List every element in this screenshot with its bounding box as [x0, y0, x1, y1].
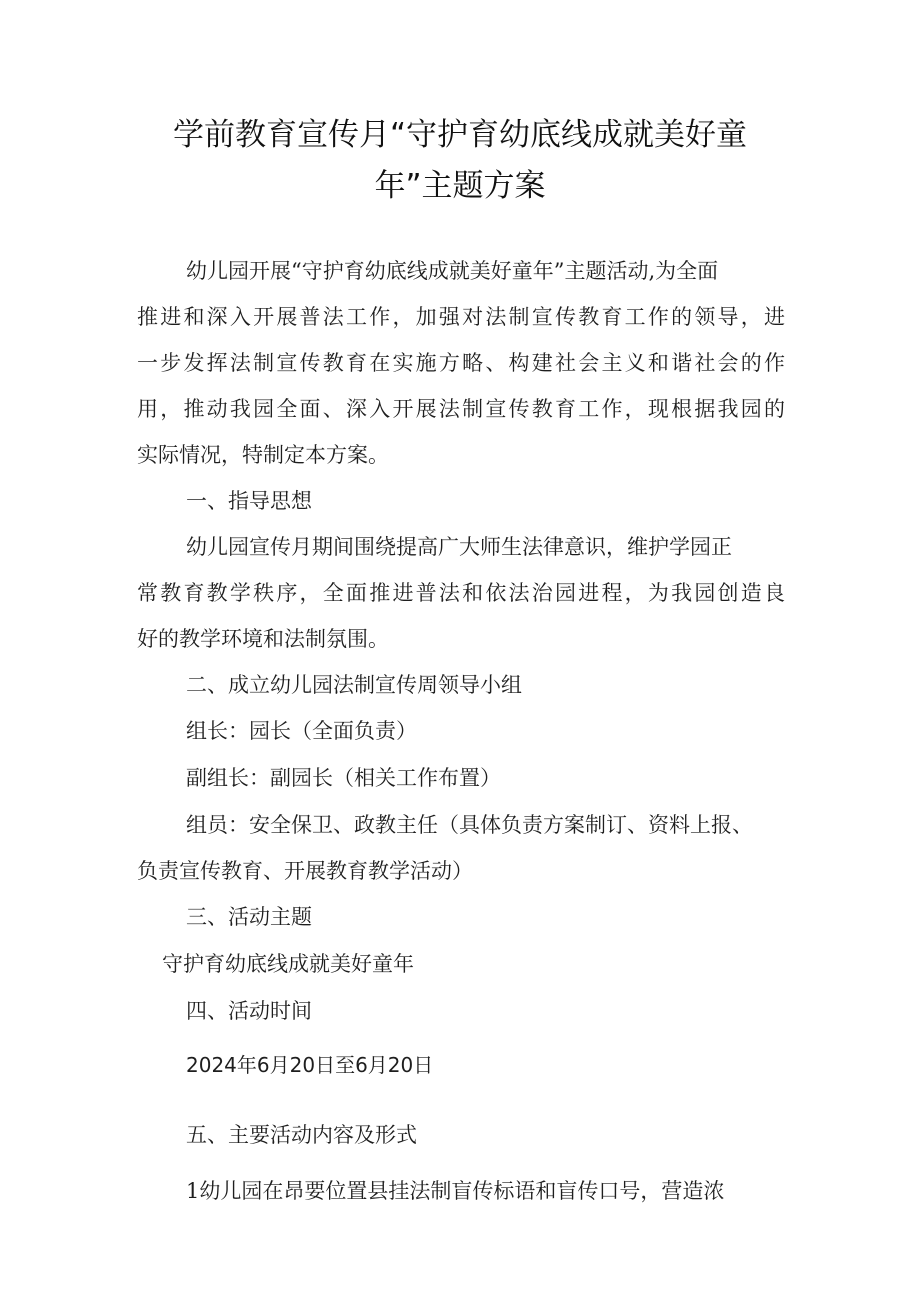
intro-line-4: 用，推动我园全面、深入开展法制宣传教育工作，现根据我园的	[137, 397, 785, 421]
item-1-line: 1幼儿园在昂要位置县挂法制盲传标语和盲传口号，营造浓	[186, 1179, 725, 1203]
theme-line: 守护育幼底线成就美好童年	[162, 952, 414, 976]
members-line-2: 负责宣传教育、开展教育教学活动）	[137, 859, 473, 883]
section-3-heading: 三、活动主题	[186, 905, 312, 929]
members-line-1: 组员：安全保卫、政教主任（具体负责方案制订、资料上报、	[186, 813, 753, 837]
section-2-heading: 二、成立幼儿园法制宣传周领导小组	[186, 673, 522, 697]
intro-line-3: 一步发挥法制宣传教育在实施方略、构建社会主义和谐社会的作	[137, 351, 785, 375]
activity-time: 2024年6月20日至6月20日	[186, 1053, 434, 1077]
section-1-line-2: 常教育教学秩序，全面推进普法和依法治园进程，为我园创造良	[137, 581, 785, 605]
intro-line-1: 幼儿园开展“守护育幼底线成就美好童年”主题活动,为全面	[186, 259, 719, 283]
section-1-line-1: 幼儿园宣传月期间围绕提高广大师生法律意识，维护学园正	[186, 535, 732, 559]
section-1-heading: 一、指导思想	[186, 489, 312, 513]
section-1-line-3: 好的教学环境和法制氛围。	[137, 627, 389, 651]
deputy-leader-line: 副组长：副园长（相关工作布置）	[186, 766, 501, 790]
intro-line-2: 推进和深入开展普法工作，加强对法制宣传教育工作的领导，进	[137, 305, 785, 329]
document-title-line-2: 年”主题方案	[374, 168, 546, 204]
leader-line: 组长：园长（全面负责）	[186, 719, 417, 743]
section-4-heading: 四、活动时间	[186, 999, 312, 1023]
intro-line-5: 实际情况，特制定本方案。	[137, 443, 389, 467]
document-title-line-1: 学前教育宣传月“守护育幼底线成就美好童	[172, 117, 748, 153]
section-5-heading: 五、主要活动内容及形式	[186, 1123, 417, 1147]
